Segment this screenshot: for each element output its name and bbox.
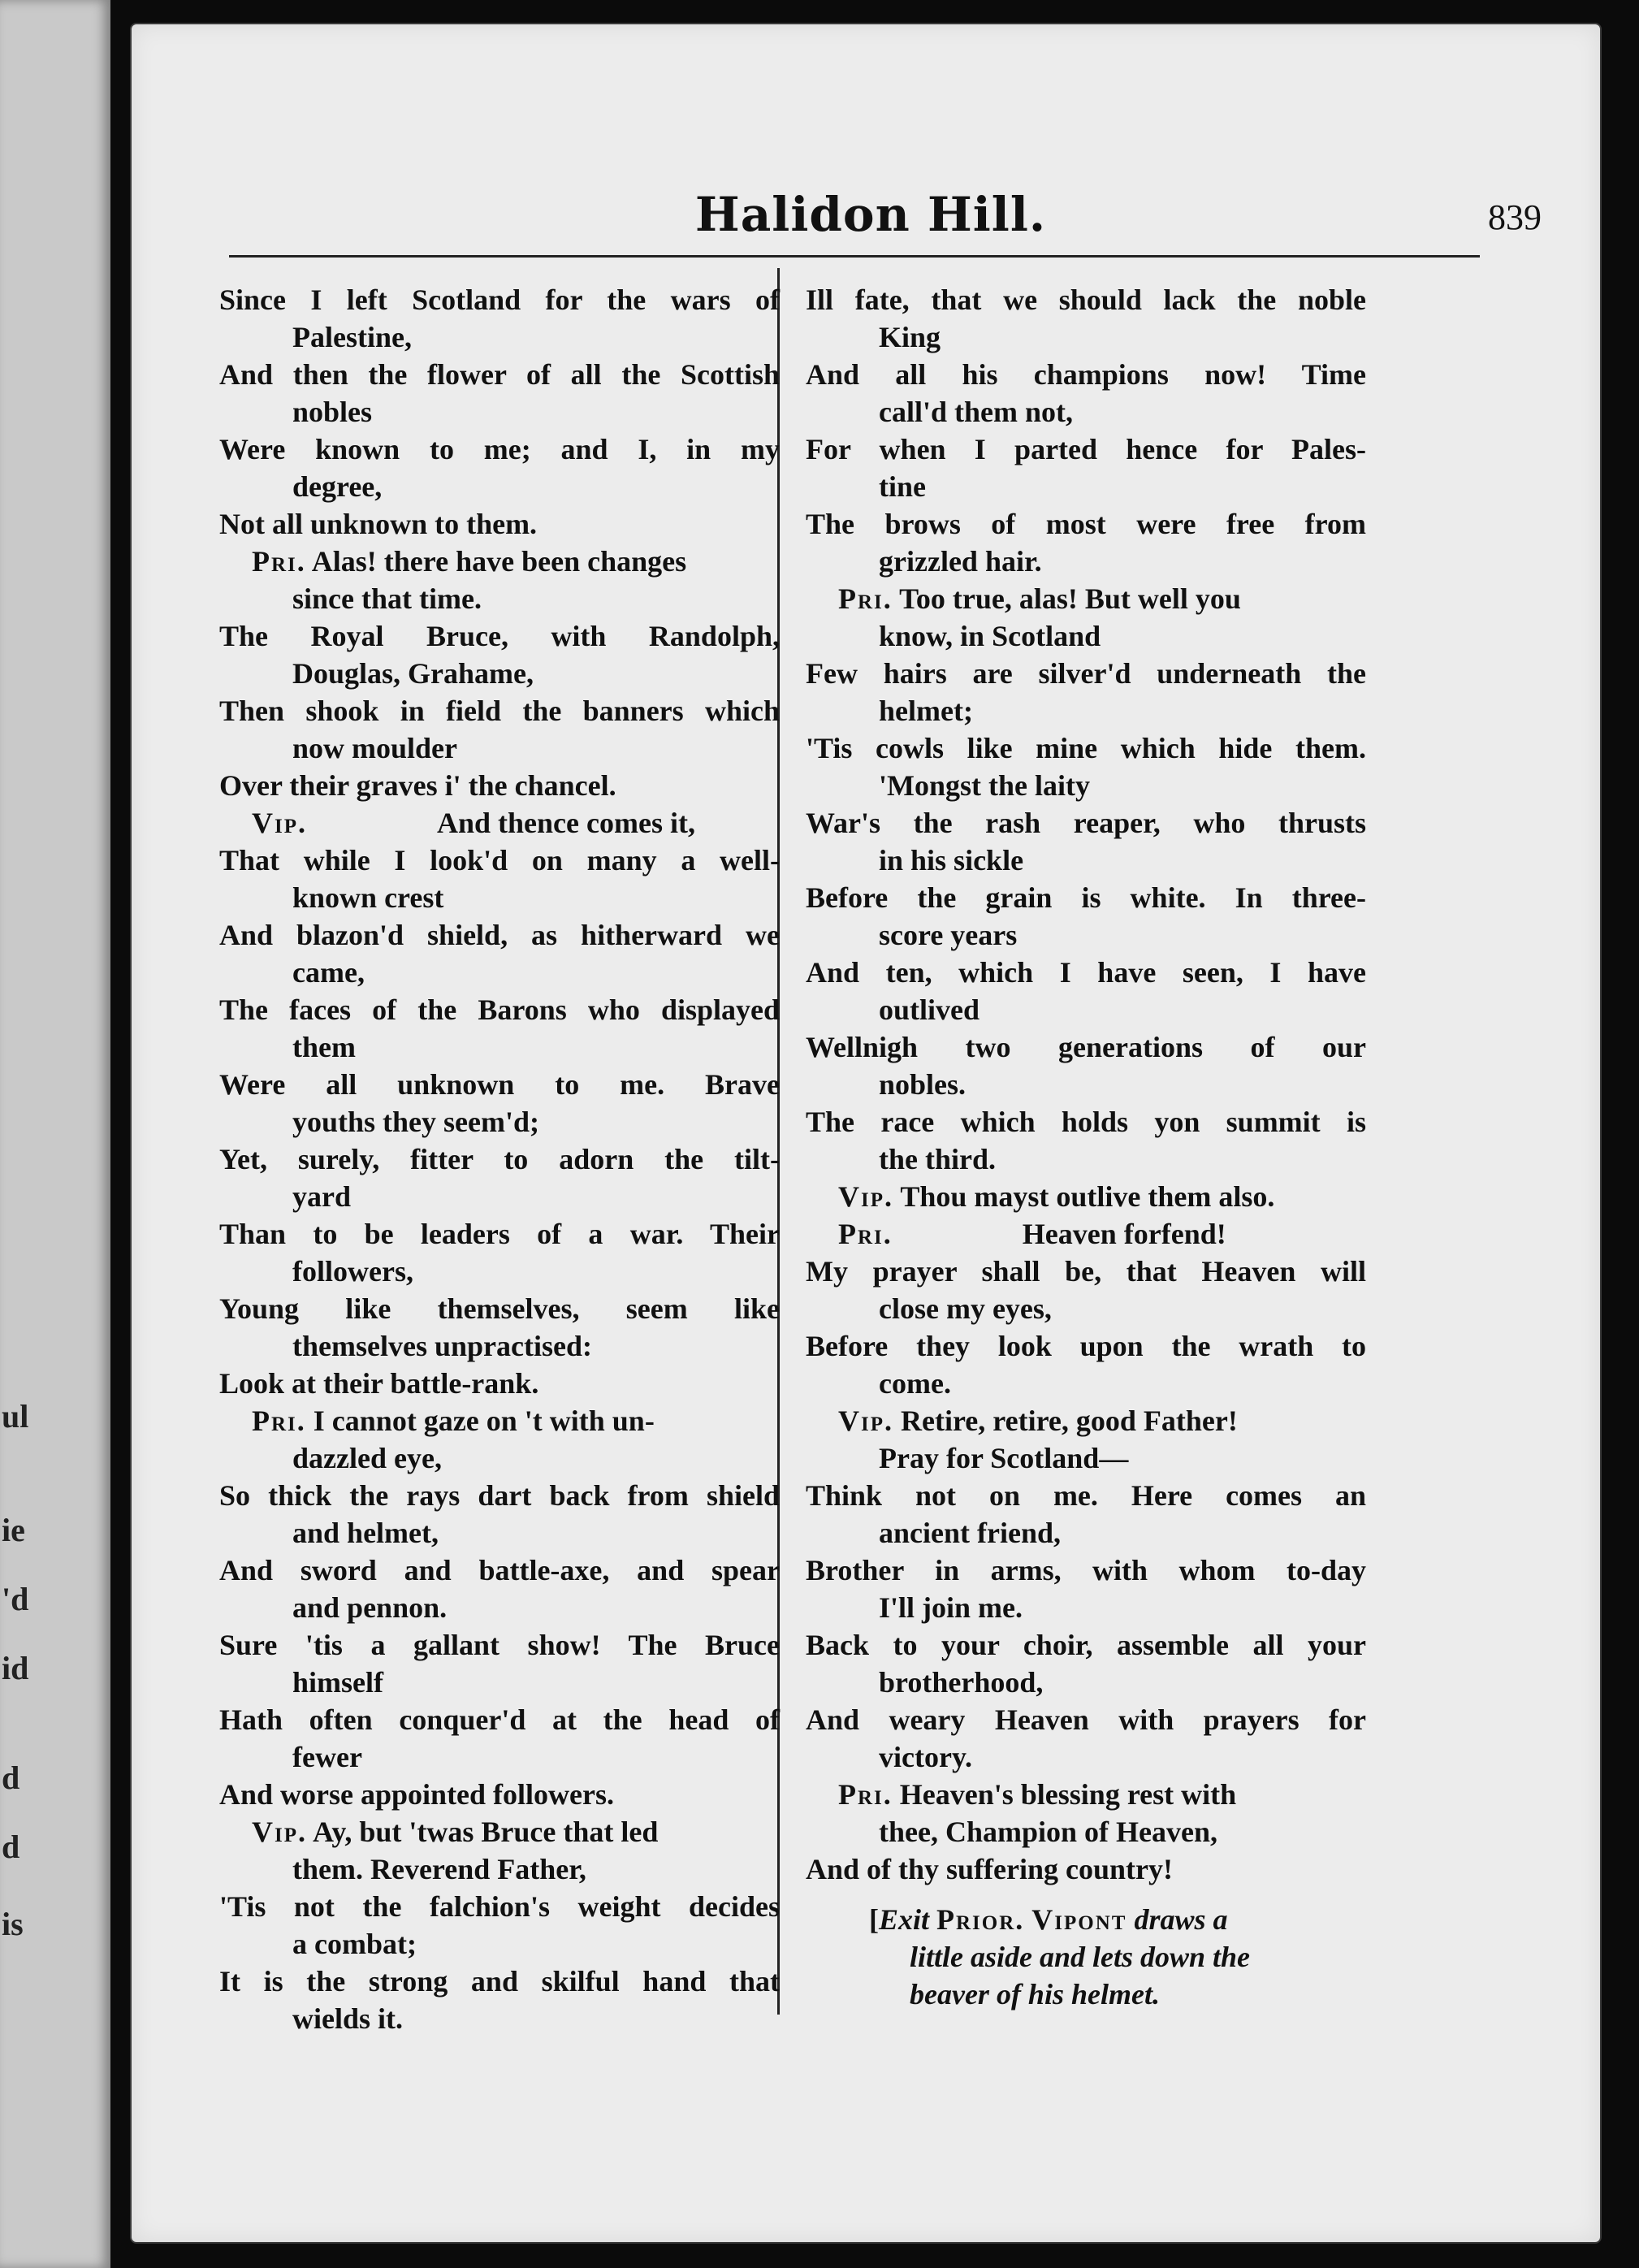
verse-line: Since I left Scotland for the wars of [219, 284, 780, 316]
stage-line2: little aside and lets down the [910, 1941, 1251, 1973]
facing-page-fragment: d [2, 1759, 20, 1796]
verse-line: It is the strong and skilful hand that [219, 1965, 780, 1997]
verse-line: My prayer shall be, that Heaven will [806, 1255, 1366, 1288]
speech-text: Thou mayst outlive them also. [900, 1180, 1275, 1213]
verse-line: The Royal Bruce, with Randolph, [219, 620, 780, 652]
verse-line: Ill fate, that we should lack the noble [806, 284, 1366, 316]
verse-line: now moulder [292, 732, 458, 764]
verse-line: For when I parted hence for Pales- [806, 433, 1366, 465]
verse-line: dazzled eye, [292, 1442, 442, 1474]
verse-line: Than to be leaders of a war. Their [219, 1218, 780, 1250]
verse-line: 'Mongst the laity [879, 769, 1090, 802]
stage-bracket: [ [869, 1903, 879, 1936]
verse-line: Before they look upon the wrath to [806, 1330, 1366, 1362]
speaker-name: Vip. [838, 1405, 893, 1437]
facing-page-fragment: ul [2, 1398, 29, 1435]
verse-line: a combat; [292, 1928, 417, 1960]
speech-text: Ay, but 'twas Bruce that led [313, 1816, 659, 1848]
verse-line: wields it. [292, 2002, 404, 2035]
verse-line [219, 1813, 780, 1850]
verse-line: brotherhood, [879, 1666, 1044, 1699]
verse-line: Wellnigh two generations of our [806, 1031, 1366, 1063]
verse-line: yard [292, 1180, 351, 1213]
verse-line: degree, [292, 470, 383, 503]
verse-line: outlived [879, 993, 980, 1026]
stage-vipont-name: Vipont [1031, 1903, 1127, 1936]
verse-line [219, 804, 780, 842]
verse-line: The faces of the Barons who displayed [219, 993, 780, 1026]
verse-line: in his sickle [879, 844, 1024, 876]
stage-direction-line [853, 1901, 1486, 1938]
stage-direction-line [853, 1976, 1486, 2013]
verse-line: ancient friend, [879, 1517, 1061, 1549]
verse-line: The race which holds yon summit is [806, 1106, 1366, 1138]
page-header [132, 187, 1600, 252]
verse-line: War's the rash reaper, who thrusts [806, 807, 1366, 839]
facing-page-fragment: id [2, 1650, 29, 1686]
verse-line: 'Tis not the falchion's weight decides [219, 1890, 780, 1923]
verse-line: And weary Heaven with prayers for [806, 1703, 1366, 1736]
verse-line: And worse appointed followers. [219, 1778, 615, 1811]
verse-line: close my eyes, [879, 1292, 1052, 1325]
speech-text: Heaven's blessing rest with [899, 1778, 1237, 1811]
verse-line: The brows of most were free from [806, 508, 1366, 540]
running-title: Halidon Hill. [694, 187, 1047, 242]
verse-line: know, in Scotland [879, 620, 1101, 652]
verse-line: King [879, 321, 941, 353]
verse-line: Palestine, [292, 321, 412, 353]
verse-line: score years [879, 919, 1018, 951]
verse-line: Sure 'tis a gallant show! The Bruce [219, 1629, 780, 1661]
verse-line: nobles [292, 396, 373, 428]
verse-line: And of thy suffering country! [806, 1853, 1174, 1885]
speaker-name: Pri. [838, 1778, 893, 1811]
verse-line: So thick the rays dart back from shield [219, 1479, 780, 1512]
facing-page-fragment: is [2, 1906, 24, 1942]
verse-line [806, 1776, 1366, 1813]
verse-line: come. [879, 1367, 951, 1400]
speech-text: Retire, retire, good Father! [901, 1405, 1238, 1437]
facing-page-fragment: d [2, 1829, 20, 1865]
verse-line: Young like themselves, seem like [219, 1292, 780, 1325]
speaker-name: Vip. [252, 807, 307, 839]
left-text-column [219, 281, 780, 2037]
verse-line [806, 580, 1366, 617]
verse-line: Douglas, Grahame, [292, 657, 534, 690]
verse-line: And then the flower of all the Scottish [219, 358, 780, 391]
facing-page-edge [0, 0, 110, 2268]
verse-line: grizzled hair. [879, 545, 1042, 578]
verse-line: And blazon'd shield, as hitherward we [219, 919, 780, 951]
verse-line: Then shook in field the banners which [219, 695, 780, 727]
verse-line: And all his champions now! Time [806, 358, 1366, 391]
stage-direction [853, 1901, 1486, 2013]
verse-line: I'll join me. [879, 1591, 1023, 1624]
facing-page-fragment: ie [2, 1512, 25, 1548]
speech-text: Too true, alas! But well you [899, 582, 1241, 615]
verse-line: Were known to me; and I, in my [219, 433, 780, 465]
verse-line: tine [879, 470, 926, 503]
verse-line: And sword and battle-axe, and spear [219, 1554, 780, 1586]
verse-line: followers, [292, 1255, 413, 1288]
verse-line: them. Reverend Father, [292, 1853, 586, 1885]
speaker-name: Pri. [838, 582, 893, 615]
stage-prior-name: Prior. [936, 1903, 1025, 1936]
verse-line: themselves unpractised: [292, 1330, 592, 1362]
verse-line: victory. [879, 1741, 972, 1773]
verse-line: And ten, which I have seen, I have [806, 956, 1366, 989]
stage-line1-rest: draws a [1134, 1903, 1228, 1936]
verse-line: them [292, 1031, 356, 1063]
verse-line: helmet; [879, 695, 973, 727]
verse-line: himself [292, 1666, 383, 1699]
speaker-name: Pri. [838, 1218, 893, 1250]
verse-line: Look at their battle-rank. [219, 1367, 539, 1400]
verse-line: That while I look'd on many a well- [219, 844, 780, 876]
header-rule [229, 255, 1480, 258]
verse-line: Brother in arms, with whom to-day [806, 1554, 1366, 1586]
verse-line [806, 1178, 1366, 1215]
speech-text: And thence comes it, [437, 807, 695, 839]
verse-line: Over their graves i' the chancel. [219, 769, 616, 802]
verse-line [219, 1402, 780, 1439]
stage-exit-word: Exit [879, 1903, 930, 1936]
verse-line: the third. [879, 1143, 996, 1175]
verse-line [806, 1215, 1366, 1253]
verse-line: 'Tis cowls like mine which hide them. [806, 732, 1366, 764]
verse-line: Before the grain is white. In three- [806, 881, 1366, 914]
page-number: 839 [1488, 197, 1542, 237]
verse-line: Hath often conquer'd at the head of [219, 1703, 780, 1736]
speaker-name: Pri. [252, 1405, 306, 1437]
speech-text: Alas! there have been changes [311, 545, 687, 578]
verse-line: known crest [292, 881, 444, 914]
verse-line: Back to your choir, assemble all your [806, 1629, 1366, 1661]
verse-line: Pray for Scotland— [879, 1442, 1129, 1474]
verse-line: call'd them not, [879, 396, 1073, 428]
verse-line: and helmet, [292, 1517, 439, 1549]
speaker-name: Vip. [838, 1180, 893, 1213]
facing-page-fragment: 'd [2, 1581, 29, 1617]
right-text-column [806, 281, 1366, 1888]
verse-line: and pennon. [292, 1591, 448, 1624]
speech-text: I cannot gaze on 't with un- [313, 1405, 655, 1437]
speech-text: Heaven forfend! [1022, 1218, 1226, 1250]
stage-direction-line [853, 1938, 1486, 1976]
verse-line: Think not on me. Here comes an [806, 1479, 1366, 1512]
verse-line: Not all unknown to them. [219, 508, 538, 540]
verse-line: Few hairs are silver'd underneath the [806, 657, 1366, 690]
verse-line [219, 543, 780, 580]
verse-line: Were all unknown to me. Brave [219, 1068, 780, 1101]
verse-line: Yet, surely, fitter to adorn the tilt- [219, 1143, 780, 1175]
speaker-name: Vip. [252, 1816, 307, 1848]
verse-line: since that time. [292, 582, 482, 615]
verse-line: nobles. [879, 1068, 967, 1101]
book-page [132, 24, 1600, 2242]
verse-line: fewer [292, 1741, 362, 1773]
speaker-name: Pri. [252, 545, 306, 578]
verse-line [806, 1402, 1366, 1439]
stage-line3: beaver of his helmet. [910, 1978, 1160, 2010]
verse-line: thee, Champion of Heaven, [879, 1816, 1217, 1848]
verse-line: came, [292, 956, 365, 989]
verse-line: youths they seem'd; [292, 1106, 539, 1138]
